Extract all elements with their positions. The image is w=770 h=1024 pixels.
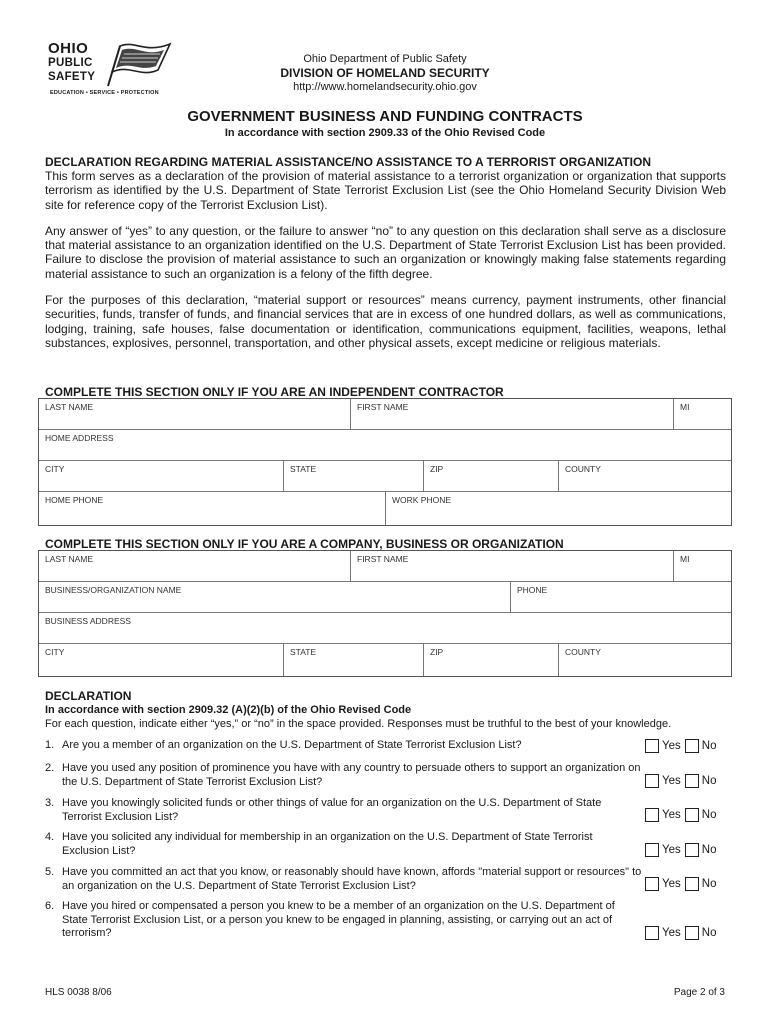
contractor-zip-field[interactable]	[424, 461, 559, 491]
company-form	[38, 550, 732, 677]
yes-checkbox[interactable]	[645, 808, 659, 822]
question-1-answer	[645, 739, 720, 753]
field-label: ZIP	[430, 647, 444, 657]
field-label: ZIP	[430, 464, 444, 474]
yes-checkbox[interactable]	[645, 877, 659, 891]
ohio-public-safety-logo	[48, 40, 178, 102]
yes-label: Yes	[662, 740, 681, 752]
field-label: MI	[680, 554, 690, 564]
question-2-answer	[645, 774, 720, 788]
yes-label: Yes	[662, 775, 681, 787]
contractor-state-field[interactable]	[284, 461, 424, 491]
yes-checkbox[interactable]	[645, 739, 659, 753]
question-6-answer	[645, 926, 720, 940]
company-mi-field[interactable]	[674, 551, 731, 581]
question-text: Have you committed an act that you know, or reasonably should have known, affords "material support or resources" to an organization on the U.S. Department of State Terrorist Exclusion List?	[62, 866, 642, 892]
question-5-answer	[645, 877, 720, 891]
field-label: PHONE	[517, 585, 548, 595]
question-number: 3.	[45, 797, 55, 809]
contractor-last-name-field[interactable]	[39, 399, 351, 429]
no-checkbox[interactable]	[685, 843, 699, 857]
field-label: BUSINESS ADDRESS	[45, 616, 131, 626]
agency-header	[200, 52, 570, 94]
no-label: No	[701, 927, 717, 939]
declaration-subtitle: In accordance with section 2909.32 (A)(2)(b) of the Ohio Revised Code	[45, 704, 412, 716]
question-number: 2.	[45, 762, 55, 774]
company-last-name-field[interactable]	[39, 551, 351, 581]
intro-paragraph-1: This form serves as a declaration of the provision of material assistance to a terrorist organization or organization that supports terrorism as identified by the U.S. Department of State Terrorist Exclusion List (see the Ohio Homeland Security Division Web site for reference copy of the Terrorist Exclusion List).	[45, 169, 726, 212]
contractor-first-name-field[interactable]	[351, 399, 674, 429]
no-label: No	[701, 844, 717, 856]
contractor-section-title: COMPLETE THIS SECTION ONLY IF YOU ARE AN INDEPENDENT CONTRACTOR	[45, 385, 504, 399]
declaration-title: DECLARATION	[45, 689, 132, 703]
company-county-field[interactable]	[559, 644, 731, 676]
question-text: Have you hired or compensated a person you knew to be a member of an organization on the U.S. Department of State Terrorist Exclusion List, or a person you knew to be engaged in planning, assisting, or carrying out an act of terrorism?	[62, 900, 615, 939]
field-label: MI	[680, 402, 690, 412]
question-4-answer	[645, 843, 720, 857]
yes-checkbox[interactable]	[645, 926, 659, 940]
intro-paragraph-2: Any answer of “yes” to any question, or the failure to answer “no” to any question on this declaration shall serve as a disclosure that material assistance to an organization identified on the U.S. Department of State Terrorist Exclusion List has been provided. Failure to disclose the provision of material assistance to such an organization or knowingly making false statements regarding material assistance to such an organization is a felony of the fifth degree.	[45, 223, 726, 281]
field-label: STATE	[290, 647, 317, 657]
field-label: CITY	[45, 647, 65, 657]
company-first-name-field[interactable]	[351, 551, 674, 581]
company-city-field[interactable]	[39, 644, 284, 676]
contractor-mi-field[interactable]	[674, 399, 731, 429]
contractor-form	[38, 398, 732, 526]
form-title-block	[40, 108, 730, 140]
declaration-instructions: For each question, indicate either “yes,” or “no” in the space provided. Responses must be truthful to the best of your knowledge.	[45, 718, 672, 730]
logo-line-public: PUBLIC	[48, 57, 93, 69]
question-3-answer	[645, 808, 720, 822]
form-id: HLS 0038 8/06	[45, 987, 112, 998]
field-label: COUNTY	[565, 647, 601, 657]
yes-label: Yes	[662, 927, 681, 939]
no-label: No	[701, 878, 717, 890]
logo-line-ohio: OHIO	[48, 40, 89, 57]
yes-checkbox[interactable]	[645, 774, 659, 788]
company-state-field[interactable]	[284, 644, 424, 676]
question-number: 4.	[45, 831, 55, 843]
yes-label: Yes	[662, 844, 681, 856]
agency-url[interactable]: http://www.homelandsecurity.ohio.gov	[293, 81, 477, 93]
yes-label: Yes	[662, 809, 681, 821]
field-label: HOME PHONE	[45, 495, 104, 505]
field-label: LAST NAME	[45, 554, 94, 564]
no-checkbox[interactable]	[685, 877, 699, 891]
form-subtitle: In accordance with section 2909.33 of the Ohio Revised Code	[224, 127, 546, 139]
contractor-home-phone-field[interactable]	[39, 492, 386, 525]
company-business-address-field[interactable]	[39, 613, 731, 643]
company-org-name-field[interactable]	[39, 582, 511, 612]
no-label: No	[701, 809, 717, 821]
question-number: 5.	[45, 866, 55, 878]
field-label: STATE	[290, 464, 317, 474]
field-label: WORK PHONE	[392, 495, 452, 505]
no-checkbox[interactable]	[685, 808, 699, 822]
contractor-city-field[interactable]	[39, 461, 284, 491]
field-label: BUSINESS/ORGANIZATION NAME	[45, 585, 182, 595]
intro-section	[45, 155, 726, 350]
logo-tagline: EDUCATION • SERVICE • PROTECTION	[50, 90, 159, 96]
department-name: Ohio Department of Public Safety	[303, 53, 467, 65]
yes-checkbox[interactable]	[645, 843, 659, 857]
question-text: Have you used any position of prominence you have with any country to persuade others to support an organization on the U.S. Department of State Terrorist Exclusion List?	[62, 762, 641, 788]
question-number: 6.	[45, 900, 55, 912]
contractor-home-address-field[interactable]	[39, 430, 731, 460]
no-label: No	[701, 775, 717, 787]
flag-icon	[100, 40, 172, 88]
no-checkbox[interactable]	[685, 774, 699, 788]
yes-label: Yes	[662, 878, 681, 890]
company-section-title: COMPLETE THIS SECTION ONLY IF YOU ARE A COMPANY, BUSINESS OR ORGANIZATION	[45, 537, 564, 551]
field-label: FIRST NAME	[357, 554, 409, 564]
form-title: GOVERNMENT BUSINESS AND FUNDING CONTRACTS	[187, 108, 583, 125]
field-label: CITY	[45, 464, 65, 474]
division-name: DIVISION OF HOMELAND SECURITY	[280, 66, 490, 80]
question-text: Have you knowingly solicited funds or other things of value for an organization on the U.S. Department of State Terrorist Exclusion List?	[62, 797, 602, 823]
no-checkbox[interactable]	[685, 739, 699, 753]
no-checkbox[interactable]	[685, 926, 699, 940]
field-label: FIRST NAME	[357, 402, 409, 412]
question-text: Are you a member of an organization on the U.S. Department of State Terrorist Exclusion List?	[62, 739, 522, 751]
field-label: HOME ADDRESS	[45, 433, 114, 443]
contractor-work-phone-field[interactable]	[386, 492, 731, 525]
intro-paragraph-3: For the purposes of this declaration, “material support or resources” means currency, payment instruments, other financial securities, funds, transfer of funds, and financial services that are in excess of one hundred dollars, as well as communications, lodging, training, safe houses, false documentation or identification, communications equipment, facilities, weapons, lethal substances, explosives, personnel, transportation, and other physical assets, except medicine or religious materials.	[45, 293, 726, 350]
logo-line-safety: SAFETY	[48, 71, 96, 83]
question-number: 1.	[45, 739, 55, 751]
question-text: Have you solicited any individual for membership in an organization on the U.S. Department of State Terrorist Exclusion List?	[62, 831, 593, 857]
company-phone-field[interactable]	[511, 582, 731, 612]
page-number: Page 2 of 3	[673, 987, 725, 998]
intro-heading: DECLARATION REGARDING MATERIAL ASSISTANCE/NO ASSISTANCE TO A TERRORIST ORGANIZATION	[45, 155, 652, 169]
company-zip-field[interactable]	[424, 644, 559, 676]
no-label: No	[701, 740, 717, 752]
field-label: LAST NAME	[45, 402, 94, 412]
contractor-county-field[interactable]	[559, 461, 731, 491]
field-label: COUNTY	[565, 464, 601, 474]
